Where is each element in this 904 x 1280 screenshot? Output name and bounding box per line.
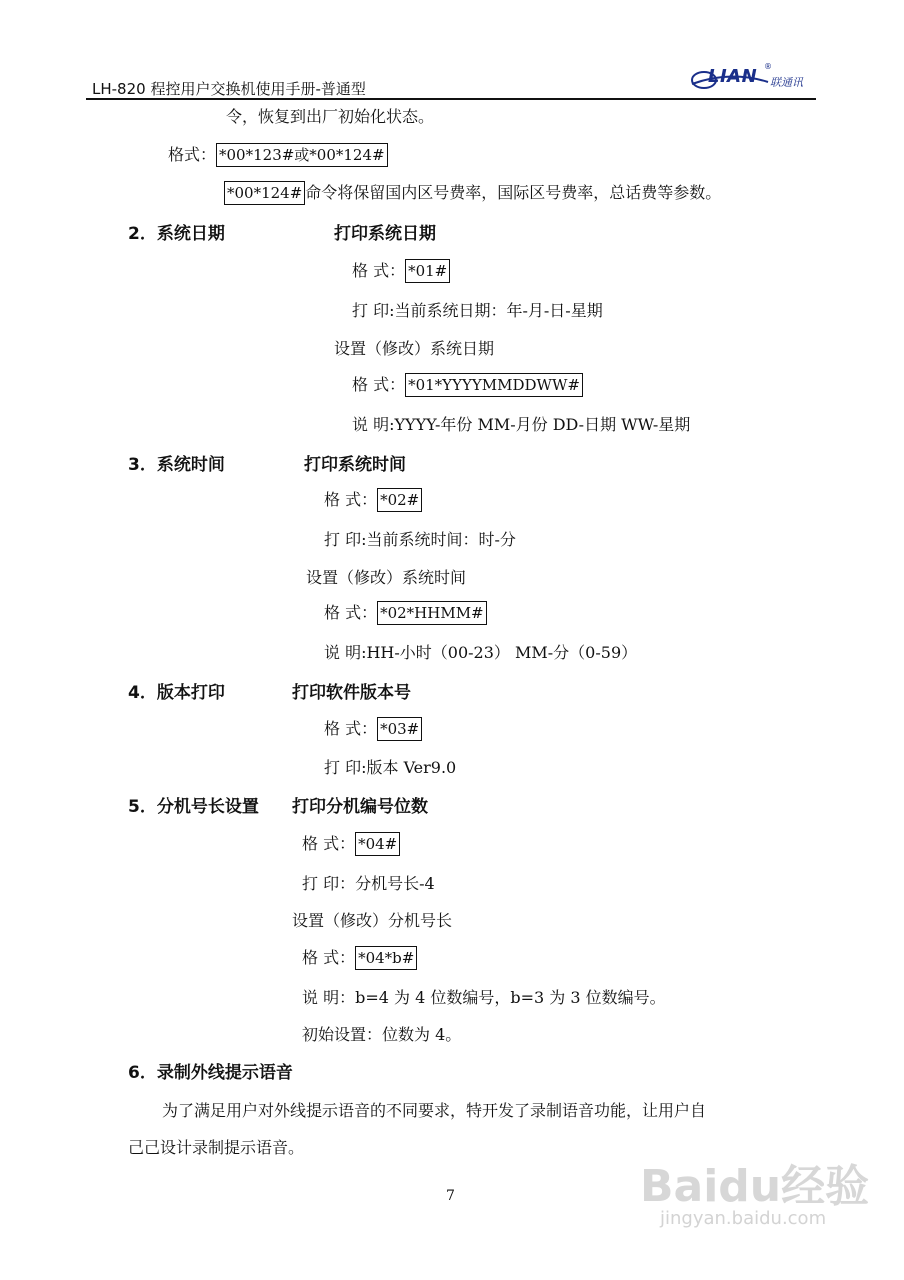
format-code-box: *02# bbox=[377, 488, 422, 512]
note-text: 命令将保留国内区号费率，国际区号费率，总话费等参数。 bbox=[305, 183, 722, 202]
section-5-format-row bbox=[302, 831, 400, 856]
logo-registered-mark: ® bbox=[764, 62, 772, 71]
intro-line: 令，恢复到出厂初始化状态。 bbox=[226, 107, 435, 126]
section-3-format-row bbox=[324, 487, 422, 512]
company-logo bbox=[690, 60, 820, 96]
format-code-box: *02*HHMM# bbox=[377, 601, 487, 625]
section-5-print-line: 打 印：分机号长-4 bbox=[302, 874, 435, 893]
intro-format-row bbox=[168, 142, 388, 167]
section-5-set-format-row bbox=[302, 945, 417, 970]
section-4-subheading: 打印软件版本号 bbox=[292, 683, 411, 703]
format-code-box: *03# bbox=[377, 717, 422, 741]
baidu-watermark-url: jingyan.baidu.com bbox=[660, 1208, 827, 1229]
section-5-title: 5．分机号长设置 bbox=[128, 797, 259, 817]
section-3-note: 说 明:HH-小时（00-23） MM-分（0-59） bbox=[324, 643, 638, 662]
section-4-format-row bbox=[324, 716, 422, 741]
baidu-watermark: Baidu经验 bbox=[640, 1161, 870, 1212]
section-5-initial: 初始设置：位数为 4。 bbox=[302, 1025, 462, 1044]
format-label: 格 式： bbox=[302, 948, 356, 967]
section-6-paragraph-line-1: 为了满足用户对外线提示语音的不同要求，特开发了录制语音功能，让用户自 bbox=[162, 1101, 707, 1120]
note-code-box: *00*124# bbox=[224, 181, 305, 205]
section-2-subheading: 打印系统日期 bbox=[334, 224, 436, 244]
section-5-subheading: 打印分机编号位数 bbox=[292, 797, 428, 817]
section-3-title: 3．系统时间 bbox=[128, 455, 225, 475]
intro-note-row bbox=[224, 180, 721, 205]
section-2-set-heading: 设置（修改）系统日期 bbox=[334, 339, 495, 358]
format-code-box: *01*YYYYMMDDWW# bbox=[405, 373, 583, 397]
logo-subtitle: 联通讯 bbox=[770, 76, 803, 89]
section-2-format-row bbox=[352, 258, 450, 283]
section-4-print-line: 打 印:版本 Ver9.0 bbox=[324, 758, 457, 777]
format-label: 格 式： bbox=[352, 261, 406, 280]
page-number: 7 bbox=[446, 1188, 455, 1204]
section-4-title: 4．版本打印 bbox=[128, 683, 225, 703]
section-5-note: 说 明：b=4 为 4 位数编号，b=3 为 3 位数编号。 bbox=[302, 988, 666, 1007]
section-6-title: 6．录制外线提示语音 bbox=[128, 1063, 293, 1083]
format-label: 格 式： bbox=[302, 834, 356, 853]
format-code-box: *04# bbox=[355, 832, 400, 856]
section-2-title: 2．系统日期 bbox=[128, 224, 225, 244]
section-5-set-heading: 设置（修改）分机号长 bbox=[292, 911, 453, 930]
format-label: 格 式： bbox=[324, 603, 378, 622]
format-code-box: *01# bbox=[405, 259, 450, 283]
section-3-subheading: 打印系统时间 bbox=[304, 455, 406, 475]
section-2-set-format-row bbox=[352, 372, 583, 397]
section-3-set-format-row bbox=[324, 600, 487, 625]
format-code-box: *04*b# bbox=[355, 946, 417, 970]
header-title: LH-820 程控用户交换机使用手册-普通型 bbox=[92, 80, 366, 98]
header-divider bbox=[86, 98, 816, 100]
section-2-note: 说 明:YYYY-年份 MM-月份 DD-日期 WW-星期 bbox=[352, 415, 691, 434]
format-label: 格式： bbox=[168, 145, 217, 164]
section-6-paragraph-line-2: 己己设计录制提示语音。 bbox=[128, 1138, 305, 1157]
format-label: 格 式： bbox=[324, 490, 378, 509]
section-3-set-heading: 设置（修改）系统时间 bbox=[306, 568, 467, 587]
section-3-print-line: 打 印:当前系统时间：时-分 bbox=[324, 530, 516, 549]
logo-text: LIAN bbox=[708, 66, 758, 87]
format-label: 格 式： bbox=[324, 719, 378, 738]
section-2-print-line: 打 印:当前系统日期：年-月-日-星期 bbox=[352, 301, 603, 320]
format-code-box: *00*123#或*00*124# bbox=[216, 143, 388, 167]
format-label: 格 式： bbox=[352, 375, 406, 394]
